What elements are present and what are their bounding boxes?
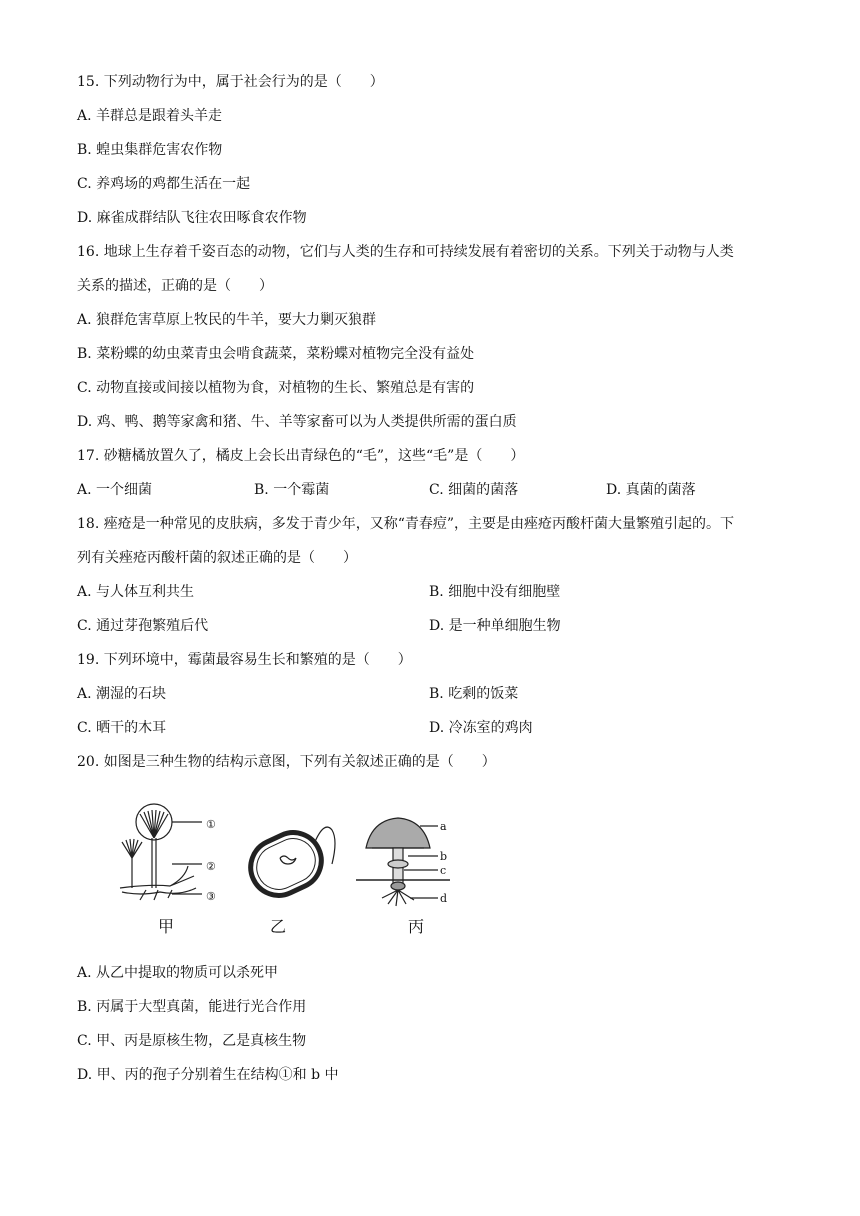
figure-mark-1: ① [206, 818, 216, 831]
q17-option-b: B. 一个霉菌 [254, 482, 330, 498]
q16-stem-line1: 16. 地球上生存着千姿百态的动物，它们与人类的生存和可持续发展有着密切的关系。下列关于动物与人类 [77, 244, 734, 260]
q16-option-d: D. 鸡、鸭、鹅等家禽和猪、牛、羊等家畜可以为人类提供所需的蛋白质 [77, 414, 517, 430]
q20-option-d: D. 甲、丙的孢子分别着生在结构①和 b 中 [77, 1067, 339, 1083]
q20-option-c: C. 甲、丙是原核生物，乙是真核生物 [77, 1033, 307, 1049]
q19-option-c: C. 晒干的木耳 [77, 720, 167, 736]
q20-stem: 20. 如图是三种生物的结构示意图，下列有关叙述正确的是（ ） [77, 754, 496, 770]
q15-option-a: A. 羊群总是跟着头羊走 [77, 108, 223, 124]
q17-option-c: C. 细菌的菌落 [429, 482, 519, 498]
q15-option-d: D. 麻雀成群结队飞往农田啄食农作物 [77, 210, 307, 226]
figure-label-bing: 丙 [408, 917, 425, 936]
q20-option-b: B. 丙属于大型真菌，能进行光合作用 [77, 999, 307, 1015]
q18-option-c: C. 通过芽孢繁殖后代 [77, 618, 209, 634]
q18-option-d: D. 是一种单细胞生物 [429, 618, 561, 634]
figure-mark-d: d [440, 892, 448, 905]
q15-stem: 15. 下列动物行为中，属于社会行为的是（ ） [77, 74, 384, 90]
q17-option-a: A. 一个细菌 [77, 482, 153, 498]
figure-mark-3: ③ [206, 890, 216, 903]
q18-option-b: B. 细胞中没有细胞壁 [429, 584, 561, 600]
q16-option-c: C. 动物直接或间接以植物为食，对植物的生长、繁殖总是有害的 [77, 380, 475, 396]
figure-mark-2: ② [206, 860, 216, 873]
q15-option-c: C. 养鸡场的鸡都生活在一起 [77, 176, 251, 192]
q20-option-a: A. 从乙中提取的物质可以杀死甲 [77, 965, 279, 981]
figure-label-yi: 乙 [270, 917, 287, 936]
figure-mark-c: c [440, 864, 447, 877]
q16-option-a: A. 狼群危害草原上牧民的牛羊，要大力剿灭狼群 [77, 312, 377, 328]
q19-option-b: B. 吃剩的饭菜 [429, 686, 519, 702]
figure-label-jia: 甲 [158, 917, 175, 936]
figure-bing-mushroom [356, 818, 450, 906]
figure-mark-b: b [440, 850, 448, 863]
q18-stem-line2: 列有关痤疮丙酸杆菌的叙述正确的是（ ） [77, 550, 357, 566]
figure-mark-a: a [440, 820, 447, 833]
q17-option-d: D. 真菌的菌落 [606, 482, 696, 498]
q18-stem-line1: 18. 痤疮是一种常见的皮肤病，多发于青少年，又称“青春痘”，主要是由痤疮丙酸杆菌大量繁殖引起的。下 [77, 516, 735, 532]
q17-stem: 17. 砂糖橘放置久了，橘皮上会长出青绿色的“毛”，这些“毛”是（ ） [77, 448, 525, 464]
q16-stem-line2: 关系的描述，正确的是（ ） [77, 278, 273, 294]
q15-option-b: B. 蝗虫集群危害农作物 [77, 142, 223, 158]
figure-jia-mold [120, 804, 202, 900]
q18-option-a: A. 与人体互利共生 [77, 584, 195, 600]
organism-structure-figure [110, 800, 470, 940]
q19-option-a: A. 潮湿的石块 [77, 686, 167, 702]
q16-option-b: B. 菜粉蝶的幼虫菜青虫会啃食蔬菜，菜粉蝶对植物完全没有益处 [77, 346, 475, 362]
figure-yi-bacterium [242, 823, 335, 904]
q19-option-d: D. 冷冻室的鸡肉 [429, 720, 533, 736]
q19-stem: 19. 下列环境中，霉菌最容易生长和繁殖的是（ ） [77, 652, 412, 668]
